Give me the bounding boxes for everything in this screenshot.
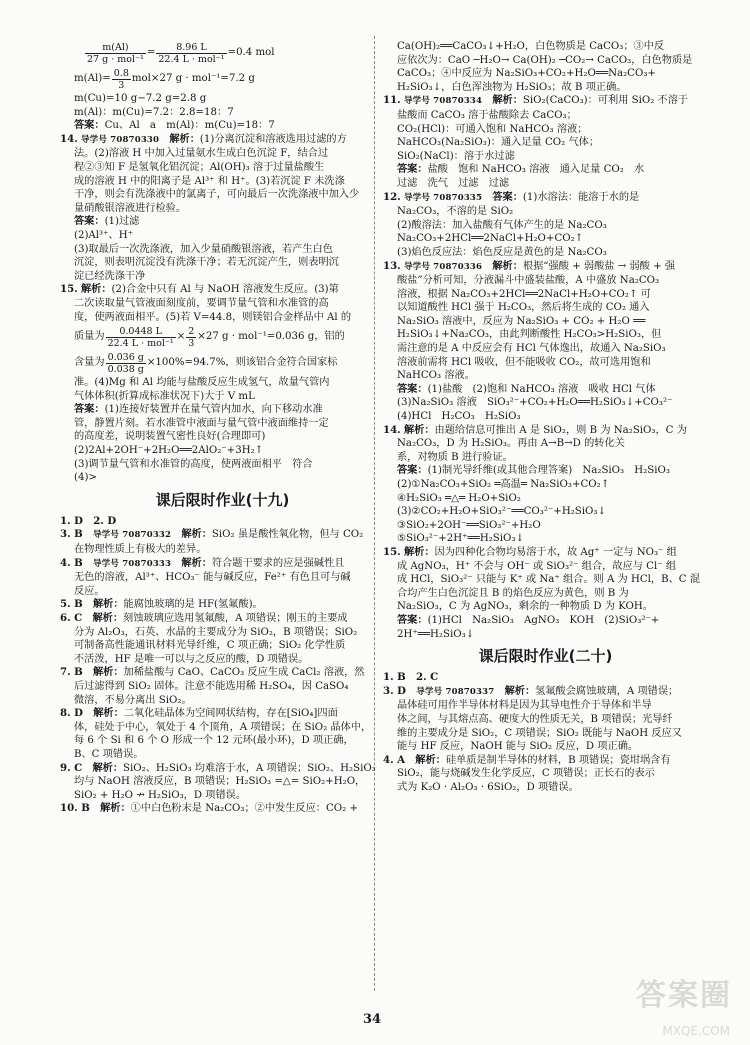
text-line: m(Cu)=10 g−7.2 g=2.8 g xyxy=(74,93,207,104)
question-7: 7. B 解析：加稀盐酸与 CaO、CaCO₃ 反应生成 CaCl₂ 溶液，然 xyxy=(60,666,365,679)
fraction: $\frac{0.0448 L}{\text{22.4 L · mol⁻¹}}$ xyxy=(107,325,174,349)
watermark-text: 答案圈 xyxy=(636,978,732,1013)
question-3: 3. B 导学号 70870332 解析：SiO₂ 虽是酸性氧化物，但与 CO₂ xyxy=(60,528,364,541)
page-number: 34 xyxy=(363,1012,382,1027)
answer-line: 答案：(1)过滤 xyxy=(74,215,140,228)
question-14: 14. 导学号 70870330 解析：(1)分离沉淀和溶液选用过滤的方 xyxy=(60,132,347,145)
text-line: m(Al)：m(Cu)=7.2：2.8=18：7 xyxy=(74,106,234,118)
formula-line: 含量为 $\frac{0.036 g}{0.038 g}$ ×100%=94.7%，则该铝合金符合国家标 xyxy=(74,351,338,375)
section-title-19: 课后限时作业(十九) xyxy=(155,490,290,509)
question-6: 6. C 解析：刻蚀玻璃应选用氢氟酸，A 项错误；刚玉的主要成 xyxy=(60,612,348,624)
fraction: $\frac{8.96 L}{\text{22.4 L · mol⁻¹}}$ xyxy=(158,41,225,65)
formula-line: 质量为 $\frac{0.0448 L}{\text{22.4 L · mol⁻¹}}$ × $\frac{2}{3}$ ×27 g · mol⁻¹=0.036 g，铝的 xyxy=(74,325,345,349)
section-title-20: 课后限时作业(二十) xyxy=(478,647,613,666)
answer-line: 答案：Cu、Al a m(Al)：m(Cu)=18：7 xyxy=(74,119,275,132)
question-14-right: 14. 解析：由题给信息可推出 A 是 SiO₂，则 B 为 Na₂SiO₃，C 为 xyxy=(383,423,687,436)
question-5: 5. B 解析：能腐蚀玻璃的是 HF(氢氟酸)。 xyxy=(60,598,263,611)
fraction: $\frac{m(Al)}{\text{27 g · mol⁻¹}}$ xyxy=(87,41,144,65)
question-8: 8. D 解析：二氧化硅晶体为空间网状结构，存在[SiO₄]四面 xyxy=(60,707,338,720)
formula-line: $\frac{m(Al)}{\text{27 g · mol⁻¹}}$ = $\frac{8.96 L}{\text{22.4 L · mol⁻¹}}$ =0.4 mol xyxy=(87,41,275,65)
right-column: Ca(OH)₂══CaCO₃↓+H₂O，白色物质是 CaCO₃；③中反 应依次为：CaO ─H₂O→ Ca(OH)₂ ─CO₂→ CaCO₃，白色物质是 CaCO₃；④中反应为 Na₂SiO₃+CO₂+H₂O══Na₂CO₃+ H₂SiO₃↓，白色浑浊物为 H₂SiO₃；故 B 项正确。 11. 导学号 70870334 解析：SiO₂(CaCO₃)：可利用 SiO₂ 不溶于 盐酸而 CaCO₃ 溶于盐酸除去 CaCO₃； CO₂(HCl)：可通入饱和 NaHCO₃ 溶液； NaHCO₃(Na₂SiO₃)：通入足量 CO₂ 气体； SiO₂(NaCl)：溶于水过滤 答案：盐酸 饱和 NaHCO₃ 溶液 通入足量 CO₂ 水 过滤 洗气 过滤 过滤 12. 导学号 70870335 答案：(1)水溶法：能溶于水的是 Na₂CO₃，不溶的是 SiO₂ (2)酸溶法：加入盐酸有气体产生的是 Na₂CO₃ Na₂CO₃+2HCl══2NaCl+H₂O+CO₂↑ (3)焰色反应法：焰色反应是黄色的是 Na₂CO₃ 13. 导学号 70870336 解析：根据“强酸 + 弱酸盐 → 弱酸 + 强 酸盐”分析可知，分液漏斗中盛装盐酸，A 中盛放 Na₂CO₃ 溶液，根据 Na₂CO₃+2HCl══2NaCl+H₂O+CO₂↑ 可 以知道酸性 HCl 强于 H₂CO₃，然后将生成的 CO₂ 通入 Na₂SiO₃ 溶液中，反应为 Na₂SiO₃ + CO₂ + H₂O ══ H₂SiO₃↓+Na₂CO₃，由此判断酸性 H₂CO₃>H₂SiO₃，但 需注意的是 A 中反应会有 HCl 气体逸出，故通入 Na₂SiO₃ 溶液前需将 HCl 吸收，但不能吸收 CO₂，故可选用饱和 NaHCO₃ 溶液。 答案：(1)盐酸 (2)饱和 NaHCO₃ 溶液 吸收 HCl 气体 (3)Na₂SiO₃ 溶液 SiO₃²⁻+CO₂+H₂O══H₂SiO₃↓+CO₃²⁻ (4)HCl H₂CO₃ H₂SiO₃ 14. 解析：由题给信息可推出 A 是 SiO₂，则 B 为 Na₂SiO₃，C 为 Na₂CO₃，D 为 H₂SiO₃。再由 A→B→D 的转化关 系，对物质 B 进行验证。 答案：(1)制光导纤维(或其他合理答案) Na₂SiO₃ H₂SiO₃ (2)①Na₂CO₃+SiO₂ ═高温═ Na₂SiO₃+CO₂↑ ④H₂SiO₃ ═△═ H₂O+SiO₂ (3)②CO₂+H₂O+SiO₃²⁻══CO₃²⁻+H₂SiO₃↓ ③SiO₂+2OH⁻══SiO₃²⁻+H₂O ⑤SiO₃²⁻+2H⁺══H₂SiO₃↓ 15. 解析：因为四种化合物均易溶于水，故 Ag⁺ 一定与 NO₃⁻ 组 成 AgNO₃，H⁺ 不会与 OH⁻ 或 SiO₃²⁻ 组合，故应与 Cl⁻ 组 成 HCl，SiO₃²⁻ 只能与 K⁺ 或 Na⁺ 组合。则 A 为 HCl，B、C 混 合均产生白色沉淀且 B 的焰色反应为黄色，则 B 为 Na₂SiO₃，C 为 AgNO₃，剩余的一种物质 D 为 KOH。 答案：(1)HCl Na₂SiO₃ AgNO₃ KOH (2)SiO₃²⁻+ 2H⁺══H₂SiO₃↓ 课后限时作业(二十) 1. B 2. C 3. D 导学号 70870337 解析：氢氟酸会腐蚀玻璃，A 项错误； 晶体硅可用作半导体材料是因为其导电性介于导体和半导 体之间，与其熔点高、硬度大的性质无关，B 项错误；光导纤 维的主要成分是 SiO₂，C 项错误；SiO₂ 既能与 NaOH 反应又 能与 HF 反应，NaOH 能与 SiO₂ 反应，D 项正确。 4. A 解析：硅单质是制半导体的材料，B 项错误；瓷坩埚含有 SiO₂，能与烧碱发生化学反应，C 项错误；正长石的表示 式为 K₂O · Al₂O₃ · 6SiO₂，D 项错误。 xyxy=(383,40,708,794)
question-13: 13. 导学号 70870336 解析：根据“强酸 + 弱酸盐 → 弱酸 + 强 xyxy=(383,259,676,272)
question-4-right: 4. A 解析：硅单质是制半导体的材料，B 项错误；瓷坩埚含有 xyxy=(383,753,671,766)
question-12: 12. 导学号 70870335 答案：(1)水溶法：能溶于水的是 xyxy=(383,190,640,203)
answer-line: 答案：(1)制光导纤维(或其他合理答案) Na₂SiO₃ H₂SiO₃ xyxy=(397,464,670,477)
answer-line: 答案：(1)盐酸 (2)饱和 NaHCO₃ 溶液 吸收 HCl 气体 xyxy=(397,382,656,395)
formula-line: m(Al)= $\frac{0.8}{3}$ mol×27 g · mol⁻¹=7.2 g xyxy=(74,67,255,91)
answer-line: 答案：(1)连接好装置并在量气管内加水，向下移动水准 xyxy=(74,403,323,416)
fraction: $\frac{0.036 g}{0.038 g}$ xyxy=(107,351,144,375)
question-15-right: 15. 解析：因为四种化合物均易溶于水，故 Ag⁺ 一定与 NO₃⁻ 组 xyxy=(383,545,677,558)
question-11: 11. 导学号 70870334 解析：SiO₂(CaCO₃)：可利用 SiO₂ 不溶于 xyxy=(383,94,689,107)
question-9: 9. C 解析：SiO₂、H₂SiO₃ 均难溶于水，A 项错误；SiO₂、H₂SiO₃ xyxy=(60,761,376,774)
left-column: $\frac{m(Al)}{\text{27 g · mol⁻¹}}$ = $\frac{8.96 L}{\text{22.4 L · mol⁻¹}}$ =0.4 mol m(Al)= $\frac{0.8}{3}$ mol×27 g · mol⁻¹=7.2 g m(Cu)=10 g−7.2 g=2.8 g m(Al)：m(Cu)=7.2：2.8=18：7 答案：Cu、Al a m(Al)：m(Cu)=18：7 14. 导学号 70870330 解析：(1)分离沉淀和溶液选用过滤的方 法。(2)溶液 H 中加入过量氨水生成白色沉淀 F，结合过 程②③知 F 是氢氧化铝沉淀；Al(OH)₃ 溶于过量盐酸生 成的溶液 H 中的阳离子是 Al³⁺ 和 H⁺。(3)若沉淀 F 未洗涤 干净，则会有洗涤液中的氯离子，可向最后一次洗涤液中加入少 量硝酸银溶液进行检验。 答案：(1)过滤 (2)Al³⁺、H⁺ (3)取最后一次洗涤液，加入少量硝酸银溶液，若产生白色 沉淀，则表明沉淀没有洗涤干净；若无沉淀产生，则表明沉 淀已经洗涤干净 15. 解析：(2)合金中只有 Al 与 NaOH 溶液发生反应。(3)第 二次读取量气管液面刻度前，要调节量气管和水准管的高 度，使两液面相平。(5)若 V=44.8，则镁铝合金样品中 Al 的 质量为 $\frac{0.0448 L}{\text{22.4 L · mol⁻¹}}$ × $\frac{2}{3}$ ×27 g · mol⁻¹=0.036 g，铝的 含量为 $\frac{0.036 g}{0.038 g}$ ×100%=94.7%，则该铝合金符合国家标 准。(4)Mg 和 Al 均能与盐酸反应生成氢气，故量气管内 气体体积(折算成标准状况下)大于 V mL 答案：(1)连接好装置并在量气管内加水，向下移动水准 管，静置片刻。若水准管中液面与量气管中液面维持一定 的高度差，说明装置气密性良好(合理即可) (2)2Al+2OH⁻+2H₂O══2AlO₂⁻+3H₂↑ (3)调节量气管和水准管的高度，使两液面相平 符合 (4)> 课后限时作业(十九) 1. D 2. D 3. B 导学号 70870332 解析：SiO₂ 虽是酸性氧化物，但与 CO₂ 在物理性质上有极大的差异。 4. B 导学号 70870333 解析：符合题干要求的应是强碱性且 无色的溶液，Al³⁺、HCO₃⁻ 能与碱反应，Fe²⁺ 有色且可与碱 反应。 5. B 解析：能腐蚀玻璃的是 HF(氢氟酸)。 6. C 解析：刻蚀玻璃应选用氢氟酸，A 项错误；刚玉的主要成 分为 Al₂O₃，石英、水晶的主要成分为 SiO₂，B 项错误；SiO₂ 可制备高性能通讯材料光导纤维，C 项正确；SiO₂ 化学性质 不活泼，HF 是唯一可以与之反应的酸，D 项错误。 7. B 解析：加稀盐酸与 CaO、CaCO₃ 反应生成 CaCl₂ 溶液，然 后过滤得到 SiO₂ 固体。注意不能选用稀 H₂SO₄，因 CaSO₄ 微溶，不易分离出 SiO₂。 8. D 解析：二氧化硅晶体为空间网状结构，存在[SiO₄]四面 体，硅处于中心，氧处于 4 个顶角，A 项错误；在 SiO₂ 晶体中， 每 6 个 Si 和 6 个 O 形成一个 12 元环(最小环)，D 项正确， B、C 项错误。 9. C 解析：SiO₂、H₂SiO₃ 均难溶于水，A 项错误；SiO₂、H₂SiO₃ 均与 NaOH 溶液反应，B 项错误；H₂SiO₃ =△= SiO₂+H₂O， SiO₂ + H₂O ↛ H₂SiO₃，D 项错误。 10. B 解析：①中白色粉末是 Na₂CO₃；②中发生反应：CO₂ + xyxy=(60,40,385,816)
question-15: 15. 解析：(2)合金中只有 Al 与 NaOH 溶液发生反应。(3)第 xyxy=(60,283,339,296)
answer-line: 答案：盐酸 饱和 NaHCO₃ 溶液 通入足量 CO₂ 水 xyxy=(397,163,645,176)
question-4: 4. B 导学号 70870333 解析：符合题干要求的应是强碱性且 xyxy=(60,556,345,569)
fraction: $\frac{0.8}{3}$ xyxy=(113,67,129,91)
watermark-logo xyxy=(592,978,742,1039)
question-3-right: 3. D 导学号 70870337 解析：氢氟酸会腐蚀玻璃，A 项错误； xyxy=(383,684,679,697)
watermark-url: MXQE.COM xyxy=(662,1024,730,1039)
question-10: 10. B 解析：①中白色粉末是 Na₂CO₃；②中发生反应：CO₂ + xyxy=(60,802,358,815)
answer-line: 答案：(1)HCl Na₂SiO₃ AgNO₃ KOH (2)SiO₃²⁻+ xyxy=(397,613,660,626)
fraction: $\frac{2}{3}$ xyxy=(188,325,195,349)
